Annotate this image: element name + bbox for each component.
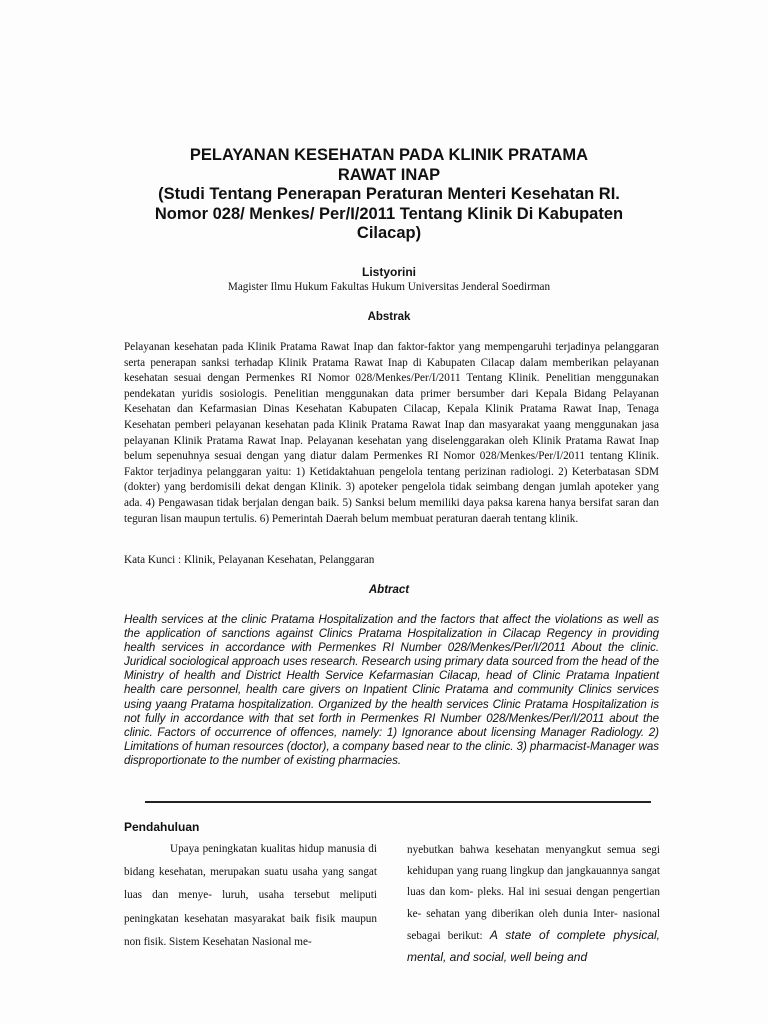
pendahuluan-heading: Pendahuluan bbox=[124, 820, 200, 834]
section-divider bbox=[145, 801, 651, 803]
abstrak-heading: Abstrak bbox=[367, 311, 411, 323]
author-affiliation: Magister Ilmu Hukum Fakultas Hukum Universitas Jenderal Soedirman bbox=[227, 281, 551, 293]
who-definition-quote: A state of complete physical, mental, and social, well being and bbox=[407, 927, 661, 965]
abstract-body: Health services at the clinic Pratama Hospitalization and the factors that affect the violations as well as the application of sanctions against Clinics Pratama Hospitalization in Cilacap Regency in providing health services in accordance with Permenkes RI Number 028/Menkes/Per/I/2011 About the clinic. Juridical sociological approach uses research. Research using primary data sourced from the head of the Ministry of health and District Health Service Kefarmasian Cilacap, head of Clinic Pratama Inpatient health care personnel, health care givers on Inpatient Clinic Pratama and community Clinics services using yaang Pratama hospitalization. Organized by the health services Clinic Pratama Hospitalization is not fully in accordance with that set forth in Permenkes RI Number 028/Menkes/Per/I/2011 about the clinic. Factors of occurrence of offences, namely: 1) Ignorance about licensing Manager Radiology. 2) Limitations of human resources (doctor), a company based near to the clinic. 3) pharmacist-Manager was disproportionate to the number of existing pharmacies. bbox=[124, 613, 659, 767]
abstrak-body: Pelayanan kesehatan pada Klinik Pratama Rawat Inap dan faktor-faktor yang mempengaruhi terjadinya pelanggaran serta penerapan sanksi terhadap Klinik Pratama Rawat Inap di Kabupaten Cilacap dalam memberikan pelayanan kesehatan sesuai dengan Permenkes RI Nomor 028/Menkes/Per/I/2011 Tentang Klinik. Penelitian menggunakan pendekatan yuridis sosiologis. Penelitian menggunakan data primer bersumber dari Kepala Bidang Pelayanan Kesehatan dan Kefarmasian Dinas Kesehatan Kabupaten Cilacap, Kepala Klinik Pratama Rawat Inap, Tenaga Kesehatan pemberi pelayanan kesehatan pada Klinik Pratama Rawat Inap dan masyarakat yaang menggunakan jasa pelayanan Klinik Pratama Rawat Inap. Pelayanan kesehatan yang diselenggarakan oleh Klinik Pratama Rawat Inap belum sepenuhnya sesuai dengan yang diatur dalam Permenkes RI Nomor 028/Menkes/Per/I/2011 tentang Klinik. Faktor terjadinya pelanggaran yaitu: 1) Ketidaktahuan pengelola tentang perizinan radiologi. 2) Keterbatasan SDM (dokter) yang berdomisili dekat dengan Klinik. 3) apoteker pengelola tidak seimbang dengan jumlah apoteker yang ada. 4) Pengawasan tidak berjalan dengan baik. 5) Sanksi belum memiliki daya paksa karena hanya bersifat saran dan teguran lisan maupun tertulis. 6) Pemerintah Daerah belum membuat peraturan daerah tentang klinik. bbox=[124, 341, 659, 525]
abstract-heading: Abtract bbox=[368, 584, 410, 596]
title-line: RAWAT INAP bbox=[337, 165, 441, 184]
body-column-left: Upaya peningkatan kualitas hidup manusia di bidang kesehatan, merupakan suatu usaha yang sangat luas dan menye- luruh, usaha tersebut meliputi peningkatan kesehatan masyarakat baik fisik maupun non fisik. Sistem Kesehatan Nasional me- bbox=[124, 843, 377, 948]
body-column-right-text: nyebutkan bahwa kesehatan menyangkut semua segi kehidupan yang ruang lingkup dan jangkauannya sangat luas dan kom- pleks. Hal ini sesuai dengan pengertian ke- sehatan yang diberikan oleh dunia Inter- nasional sebagai berikut: bbox=[407, 844, 660, 942]
title-line: Cilacap) bbox=[356, 224, 422, 242]
paper-title bbox=[118, 146, 660, 244]
author-name: Listyorini bbox=[361, 265, 416, 279]
title-line: (Studi Tentang Penerapan Peraturan Menteri Kesehatan RI. bbox=[158, 185, 620, 203]
keywords: Kata Kunci : Klinik, Pelayanan Kesehatan, Pelanggaran bbox=[124, 554, 375, 566]
title-line: PELAYANAN KESEHATAN PADA KLINIK PRATAMA bbox=[189, 146, 589, 164]
body-column-right bbox=[407, 840, 660, 969]
title-line: Nomor 028/ Menkes/ Per/I/2011 Tentang Klinik Di Kabupaten bbox=[154, 204, 624, 223]
